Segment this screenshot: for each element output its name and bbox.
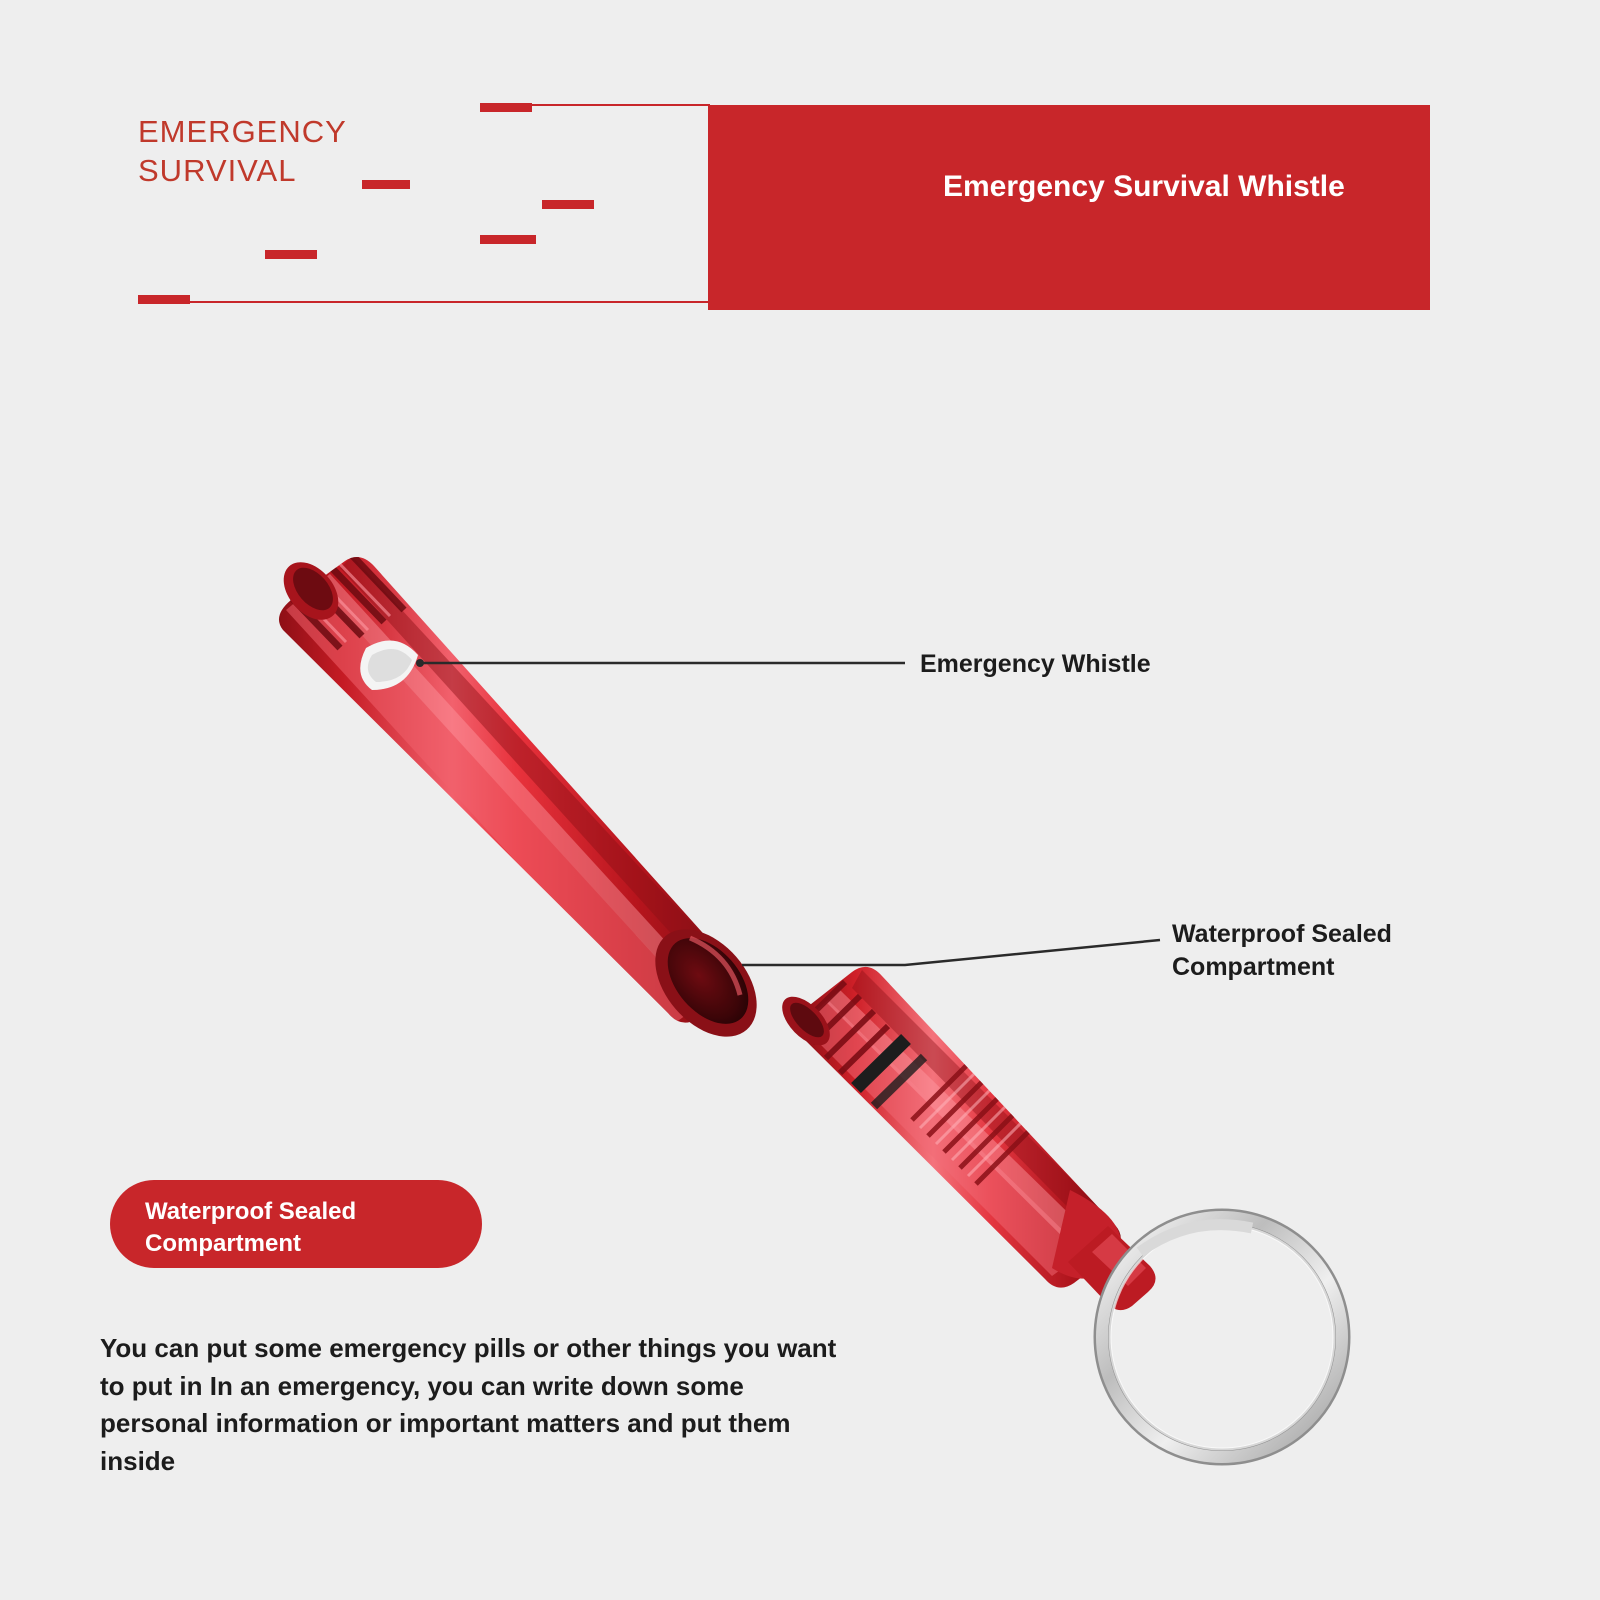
header-dash-2: [362, 180, 410, 189]
leader-dot-whistle: [416, 659, 424, 667]
badge-waterproof-compartment: [110, 1180, 482, 1268]
whistle-body: [273, 552, 777, 1056]
whistle-open-end: [635, 910, 777, 1056]
header-panel-title: Emergency Survival Whistle: [943, 170, 1345, 203]
header-banner: [130, 95, 1430, 310]
header-dash-4: [480, 235, 536, 244]
callout-waterproof-compartment: [1172, 918, 1472, 983]
callout-compartment-line1: Waterproof Sealed: [1172, 920, 1392, 948]
header-dash-5: [265, 250, 317, 259]
description-paragraph: You can put some emergency pills or other things you want to put in In an emergency, you can write down some personal information or important matters and put them inside: [100, 1333, 837, 1477]
key-ring: [1102, 1217, 1342, 1457]
header-dash-6: [138, 295, 190, 304]
badge-line1: Waterproof Sealed: [145, 1198, 357, 1225]
header-bottom-rule: [138, 301, 708, 303]
header-left-title: [138, 113, 347, 191]
header-left-title-line2: SURVIVAL: [138, 152, 297, 188]
keyring-stud: [1068, 1226, 1156, 1310]
callout-leader-lines: [420, 663, 1160, 965]
waterproof-compartment: [774, 967, 1156, 1310]
callout-compartment-line2: Compartment: [1172, 952, 1335, 981]
header-red-panel: [708, 105, 1430, 310]
callout-emergency-whistle: Emergency Whistle: [920, 650, 1151, 678]
header-left-title-line1: EMERGENCY: [138, 114, 347, 149]
badge-line2: Compartment: [145, 1230, 302, 1258]
header-dash-1: [480, 103, 532, 112]
whistle-air-hole: [360, 640, 418, 690]
header-dash-3: [542, 200, 594, 209]
